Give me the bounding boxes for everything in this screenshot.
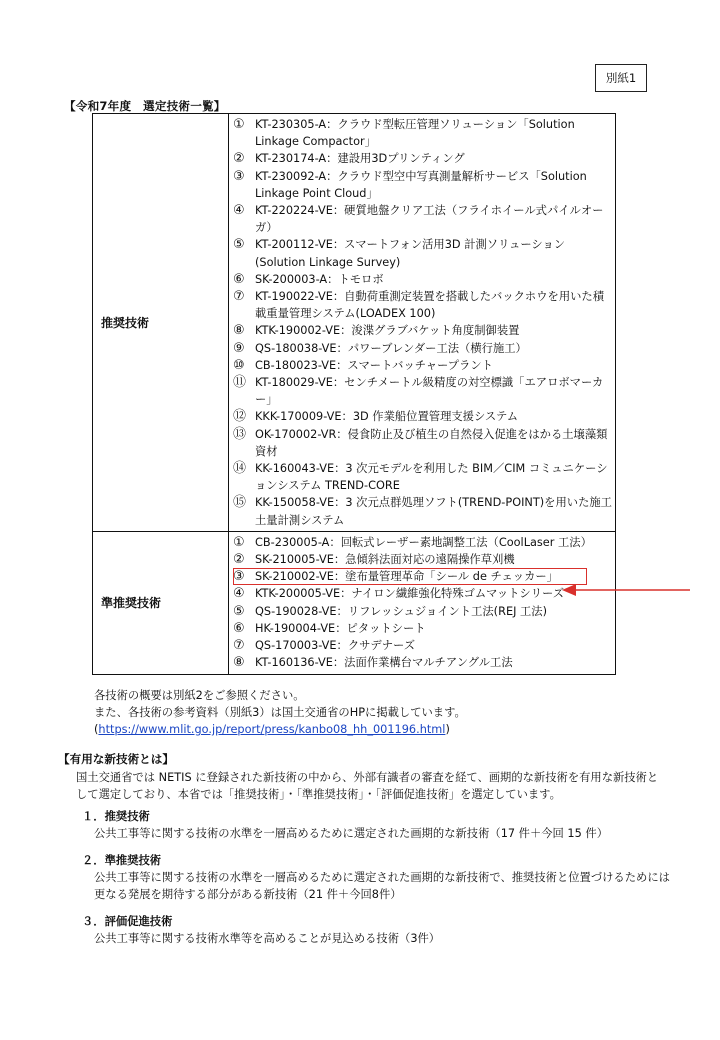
definition-title: ３．評価促進技術 [82, 915, 173, 928]
item-number: ⑬ [233, 426, 247, 442]
technology-item [233, 271, 613, 288]
item-text: QS-180038-VE：パワーブレンダー工法（横行施工） [255, 341, 527, 355]
technology-item [233, 551, 613, 568]
technology-item [233, 460, 613, 494]
technology-item [233, 288, 613, 322]
technology-item [233, 426, 613, 460]
item-number: ⑧ [233, 323, 245, 339]
item-text: CB-230005-A：回転式レーザー素地調整工法（CoolLaser 工法） [255, 535, 592, 549]
item-text: KK-150058-VE：3 次元点群処理ソフト(TREND-POINT)を用いた施工土量計測システム [255, 496, 612, 527]
item-number: ⑩ [233, 357, 245, 373]
highlighted-technology-item [233, 568, 587, 585]
definition-desc: 公共工事等に関する技術水準等を高めることが見込める技術（3件） [94, 932, 441, 945]
item-text: KTK-200005-VE：ナイロン繊維強化特殊ゴムマットシリーズ [255, 587, 565, 601]
technology-item [233, 654, 613, 671]
item-number: ⑤ [233, 603, 245, 619]
note-link-line [94, 721, 466, 738]
item-text: SK-210002-VE：塗布量管理革命「シール de チェッカー」 [255, 570, 558, 584]
item-number: ④ [233, 586, 245, 602]
definition-semi-recommended [82, 852, 672, 903]
item-number: ③ [233, 569, 245, 585]
technology-item [233, 637, 613, 654]
item-number: ① [233, 534, 245, 550]
definition-desc: 公共工事等に関する技術の水準を一層高めるために選定された画期的な新技術（17 件＋今回 15 件） [94, 827, 608, 840]
technology-list-recommended [229, 114, 615, 531]
item-number: ⑥ [233, 271, 245, 287]
item-text: CB-180023-VE：スマートバッチャープラント [255, 358, 493, 372]
item-number: ⑦ [233, 638, 245, 654]
selected-technology-table [92, 113, 616, 675]
definition-title: １．推奨技術 [82, 810, 150, 823]
definition-evaluation-promotion [82, 913, 672, 947]
item-number: ⑥ [233, 620, 245, 636]
technology-item [233, 322, 613, 339]
technology-item [233, 494, 613, 528]
technology-list-semi-recommended [229, 532, 615, 674]
item-number: ⑤ [233, 237, 245, 253]
red-arrow-icon [562, 580, 692, 600]
item-text: KT-190022-VE：自動荷重測定装置を搭載したバックホウを用いた積載重量管理システム(LOADEX 100) [255, 290, 605, 321]
item-text: SK-210005-VE：急傾斜法面対応の遠隔操作草刈機 [255, 553, 515, 567]
item-number: ⑪ [233, 375, 247, 391]
item-text: HK-190004-VE：ピタットシート [255, 621, 426, 635]
item-text: KT-230092-A：クラウド型空中写真測量解析サービス「Solution Linkage Point Cloud」 [255, 169, 587, 200]
technology-item [233, 408, 613, 425]
link-paren-open: ( [94, 723, 99, 736]
item-text: KTK-190002-VE：浚渫グラブバケット角度制御装置 [255, 324, 520, 338]
item-number: ⑦ [233, 289, 245, 305]
technology-item [233, 357, 613, 374]
definition-title: ２．準推奨技術 [82, 854, 162, 867]
item-number: ⑮ [233, 495, 247, 511]
item-number: ④ [233, 203, 245, 219]
item-number: ⑨ [233, 340, 245, 356]
notes-block [94, 687, 466, 738]
technology-item [233, 236, 613, 270]
section-intro: 国土交通省では NETIS に登録された新技術の中から、外部有識者の審査を経て、画期的な新技術を有用な新技術として選定しており、本省では「推奨技術」・「準推奨技術」・「評価促進技術」を選定しています。 [76, 771, 659, 801]
note-line-1: 各技術の概要は別紙2をご参照ください。 [94, 689, 305, 702]
technology-item [233, 116, 613, 150]
item-text: KT-220224-VE：硬質地盤クリア工法（フライホイール式パイルオーガ） [255, 204, 604, 235]
note-line-2: また、各技術の参考資料（別紙3）は国土交通省のHPに掲載しています。 [94, 706, 466, 719]
item-number: ① [233, 117, 245, 132]
category-label-semi-recommended: 準推奨技術 [93, 531, 229, 674]
definition-recommended [82, 808, 672, 842]
section-heading: 【有用な新技術とは】 [58, 752, 174, 766]
category-label-recommended: 推奨技術 [93, 114, 229, 532]
item-number: ⑭ [233, 461, 247, 477]
technology-item [233, 202, 613, 236]
category-items-cell [229, 114, 616, 532]
item-number: ② [233, 552, 245, 568]
item-text: QS-170003-VE：クサデナーズ [255, 639, 416, 653]
technology-item [233, 168, 613, 202]
technology-item [233, 534, 613, 551]
item-text: KKK-170009-VE：3D 作業船位置管理支援システム [255, 410, 519, 424]
item-text: KT-230305-A：クラウド型転圧管理ソリューション「Solution Linkage Compactor」 [255, 118, 575, 149]
attachment-label: 別紙1 [595, 64, 647, 92]
definition-desc: 公共工事等に関する技術の水準を一層高めるために選定された画期的な新技術で、推奨技術と位置づけるためには更なる発展を期待する部分がある新技術（21 件＋今回8件） [94, 871, 670, 901]
item-number: ③ [233, 168, 245, 184]
technology-item [233, 374, 613, 408]
item-text: OK-170002-VR：侵食防止及び植生の自然侵入促進をはかる土壌藻類資材 [255, 427, 608, 458]
technology-item [233, 620, 613, 637]
category-items-cell [229, 531, 616, 674]
item-number: ② [233, 151, 245, 167]
item-text: KT-160136-VE：法面作業構台マルチアングル工法 [255, 656, 513, 670]
technology-item [233, 603, 613, 620]
technology-item [233, 150, 613, 167]
technology-item [233, 340, 613, 357]
link-paren-close: ) [445, 723, 450, 736]
technology-item [233, 585, 613, 602]
item-number: ⑧ [233, 655, 245, 671]
item-text: KT-230174-A：建設用3Dプリンティング [255, 152, 465, 166]
item-text: QS-190028-VE：リフレッシュジョイント工法(REJ 工法) [255, 604, 548, 618]
item-text: KT-180029-VE：センチメートル級精度の対空標識「エアロボマーカー」 [255, 376, 604, 407]
item-number: ⑫ [233, 409, 247, 425]
reference-link[interactable]: https://www.mlit.go.jp/report/press/kanbo08_hh_001196.html [98, 723, 446, 736]
category-row [93, 531, 616, 674]
item-text: KT-200112-VE：スマートフォン活用3D 計測ソリューション (Solution Linkage Survey) [255, 238, 566, 269]
item-text: SK-200003-A：トモロボ [255, 272, 384, 286]
category-row [93, 114, 616, 532]
list-title: 【令和7年度 選定技術一覧】 [64, 99, 226, 113]
item-text: KK-160043-VE：3 次元モデルを利用した BIM／CIM コミュニケーションシステム TREND-CORE [255, 462, 608, 493]
